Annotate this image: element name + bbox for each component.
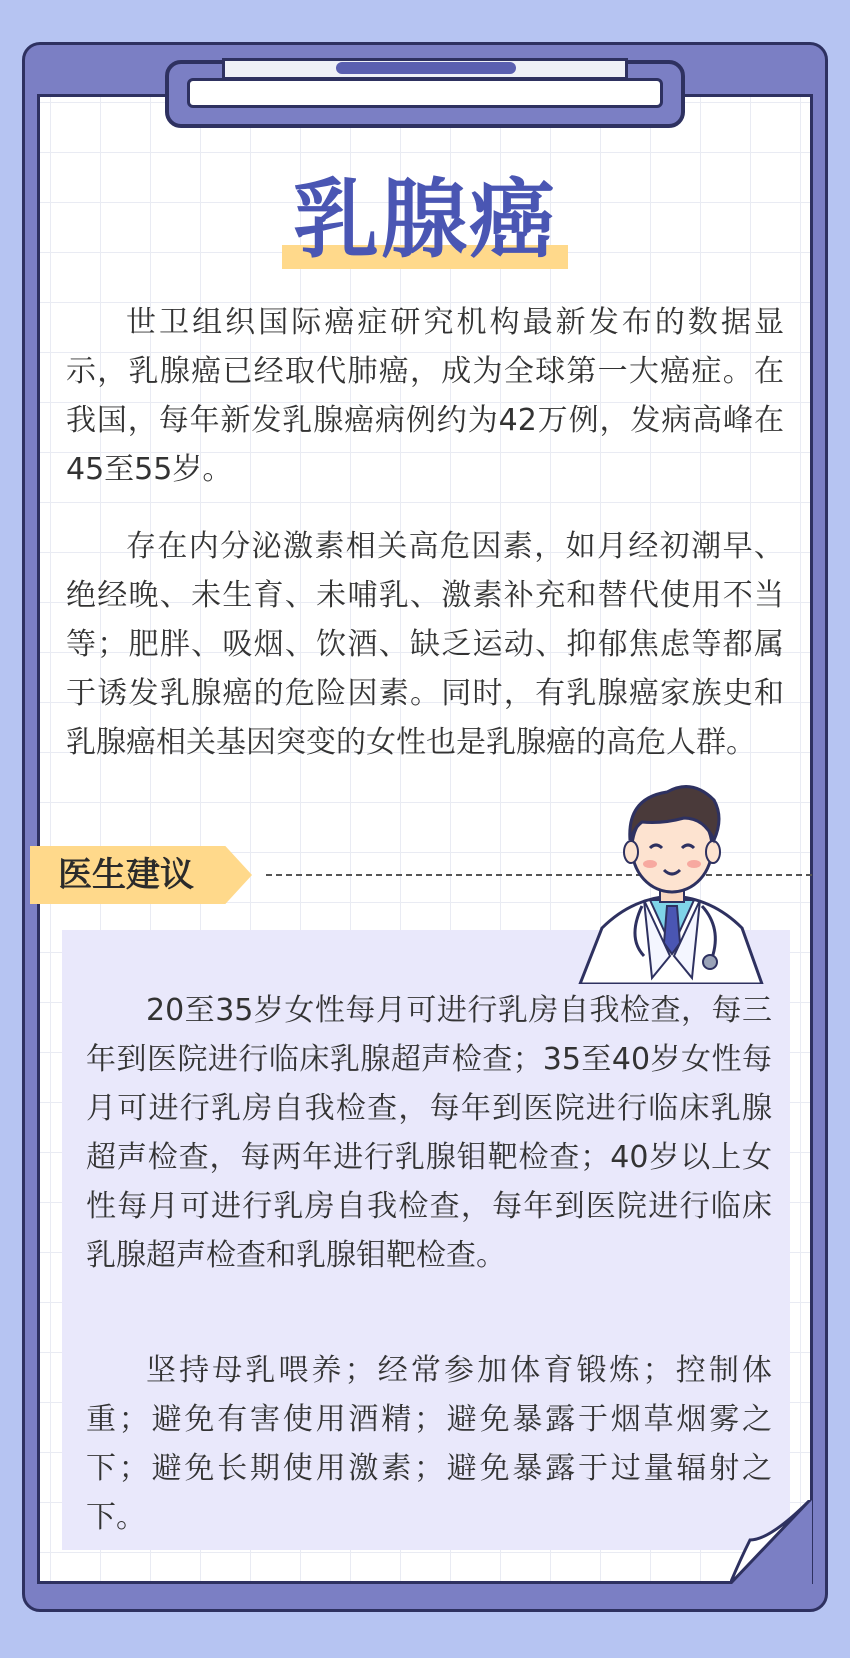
page-title: 乳腺癌: [293, 170, 557, 270]
clip-bar: [336, 62, 516, 74]
intro-paragraph: 世卫组织国际癌症研究机构最新发布的数据显示，乳腺癌已经取代肺癌，成为全球第一大癌症。在我国，每年新发乳腺癌病例约为42万例，发病高峰在45至55岁。: [66, 305, 784, 487]
advice-heading: 医生建议: [58, 855, 194, 895]
title-block: [282, 170, 572, 270]
advice-exam-paragraph: 20至35岁女性每月可进行乳房自我检查，每三年到医院进行临床乳腺超声检查；35至40岁女性每月可进行乳房自我检查，每年到医院进行临床乳腺超声检查，每两年进行乳腺钼靶检查；40岁以上女性每月可进行乳房自我检查，每年到医院进行临床乳腺超声检查和乳腺钼靶检查。: [86, 993, 772, 1273]
risk-paragraph: 存在内分泌激素相关高危因素，如月经初潮早、绝经晚、未生育、未哺乳、激素补充和替代使用不当等；肥胖、吸烟、饮酒、缺乏运动、抑郁焦虑等都属于诱发乳腺癌的危险因素。同时，有乳腺癌家族史和乳腺癌相关基因突变的女性也是乳腺癌的高危人群。: [66, 529, 784, 760]
advice-lifestyle-paragraph: 坚持母乳喂养；经常参加体育锻炼；控制体重；避免有害使用酒精；避免暴露于烟草烟雾之下；避免长期使用激素；避免暴露于过量辐射之下。: [86, 1353, 772, 1535]
page-curl-icon: [730, 1500, 812, 1584]
clip-window: [187, 78, 663, 108]
doctor-illustration: [572, 778, 772, 984]
